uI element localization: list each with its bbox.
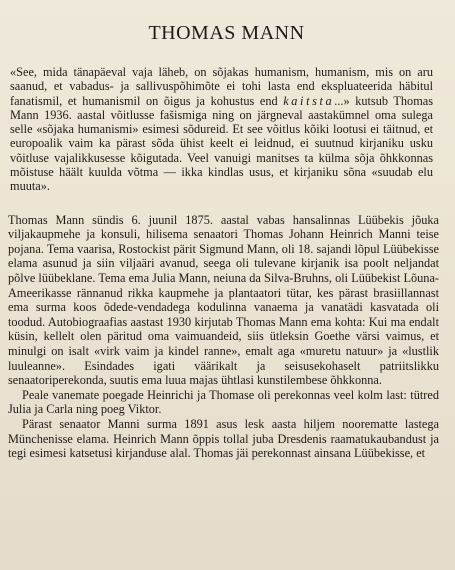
quote-emphasis: kaitsta <box>283 93 335 108</box>
body-paragraph-1: Thomas Mann sündis 6. juunil 1875. aastal vabas hansalinnas Lüübekis jõuka viljakaupmehe ja konsuli, hilisema senaatori Thomas Johann Heinrich Manni teise pojana. Tema vaarisa, Rostockist pärit Sigmund Mann, oli 18. sajandi lõpul Lüübekisse elama asunud ja siin viljaäri avanud, seega oli tulevane kirjanik isa poolt neljandat põlve lüübeklane. Tema ema Julia Mann, neiuna da Silva-Bruhns, oli Lüübekist Lõuna-Ameerikasse rännanud rikka kaupmehe ja plantaatori tütar, kes pärast brasiillannast ema surma koos õdede-vendadega kodulinna vanaema ja vanatädi kasvatada oli toodud. Autobiograafias aastast 1930 kirjutab Thomas Mann ema kohta: Kui ma endalt küsin, kellelt olen päritud oma vaimuandeid, siis ütleksin Goethe värsi vaimus, et minulgi on isalt «virk vaim ja kindel ranne», emalt aga «muretu natuur» ja «lustlik luuleanne». Esindades igati väärikalt ja seisusekohaselt patriitslikku senaatoriperekonda, suutis ema luua majas ühtlasi kunstilembese õhkkonna. <box>8 212 439 388</box>
running-title: THOMAS MANN <box>148 22 305 44</box>
quote-text-end: ...» kutsub Thomas Mann 1936. aastal võitlusse fašismiga ning on järgneval aastakümnel oma sulega selle «sõjaka humanismi» esimesi sõdureid. Et see võitlus kõiki lootusi ei täitnud, et europoalik vaim ka pärast sõda ühist keelt ei leidnud, ei suutnud kirjaniku usku võitluse vajalikkusesse kõigutada. Veel vanuigi manitses ta külma sõja õhkkonnas mõistuse häält kuulda võtma — ikka kindlas usus, et kirjaniku sõna «suudab elu muuta». <box>10 93 433 194</box>
body-paragraph-3: Pärast senaator Manni surma 1891 asus lesk aasta hiljem noorematte lastega Münchenisse elama. Heinrich Mann õppis tollal juba Dresdenis raamatukaubandust ja tegi esimesi katsetusi kirjanduse alal. Thomas jäi perekonnast ainsana Lüübekisse, et <box>8 416 439 461</box>
epigraph-quote <box>10 65 433 194</box>
quote-text-start: «See, mida tänapäeval vaja läheb, on sõjakas humanism, humanism, mis on aru saanud, et vabadus- ja sallivuspõhimõte ei tohi lasta end ekspluateerida häbitul fanatismil, et humanismil on õigus ja kohustus end <box>10 65 433 108</box>
section-gap <box>8 194 445 213</box>
body-paragraph-2: Peale vanemate poegade Heinrichi ja Thomase oli perekonnas veel kolm last: tütred Julia ja Carla ning poeg Viktor. <box>8 387 439 417</box>
